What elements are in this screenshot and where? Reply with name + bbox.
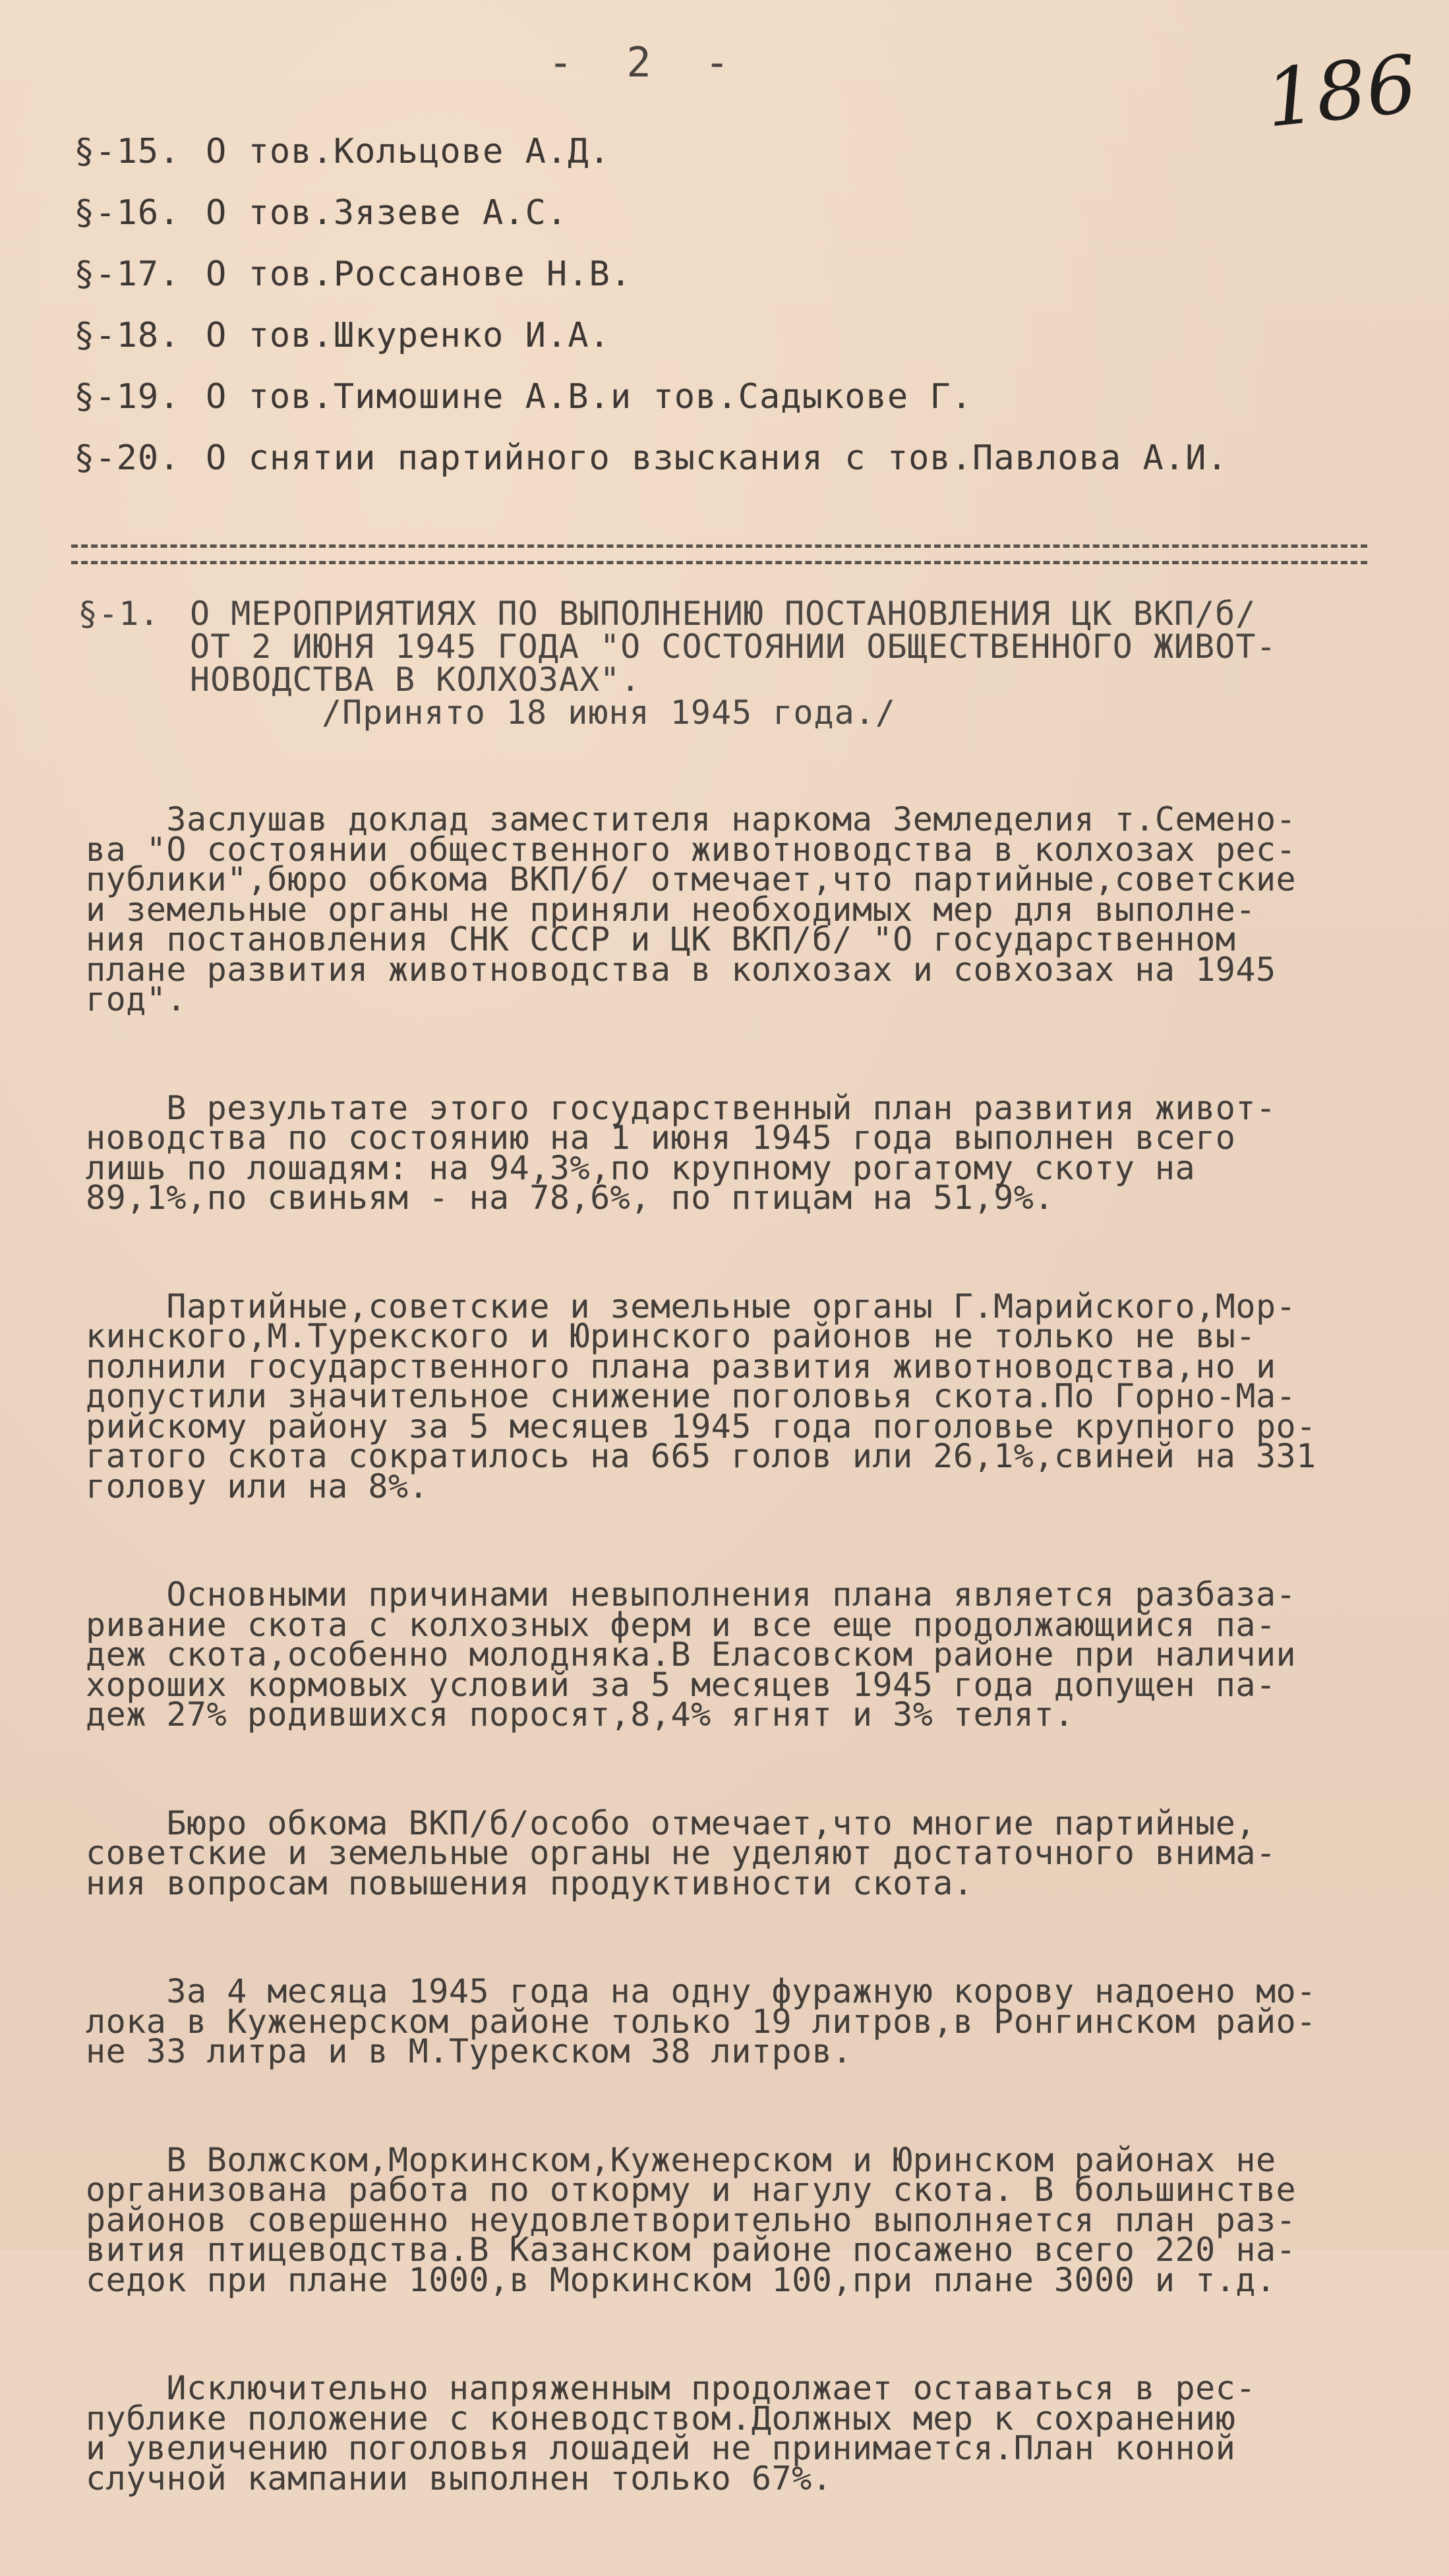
toc-item	[74, 316, 1359, 377]
toc-item-number: §-17.	[74, 254, 181, 294]
paragraph: Бюро обкома ВКП/б/особо отмечает,что многие партийные, советские и земельные органы не уделяют достаточного внима- ния вопросам повышения продуктивности скота.	[86, 1803, 1276, 1902]
adoption-date: /Принято 18 июня 1945 года./	[322, 693, 896, 732]
toc-item	[74, 254, 1359, 316]
toc-item-text: О тов.Шкуренко И.А.	[206, 316, 610, 355]
section-number: §-1.	[78, 595, 160, 633]
toc-item-number: §-15.	[74, 132, 181, 171]
section-title-line: ОТ 2 ИЮНЯ 1945 ГОДА "О СОСТОЯНИИ ОБЩЕСТВЕННОГО ЖИВОТ-	[190, 628, 1277, 666]
page-number: - 2 -	[548, 38, 744, 86]
resolution-body	[86, 745, 1378, 2572]
table-of-contents	[74, 132, 1359, 500]
toc-item-text: О тов.Россанове Н.В.	[206, 254, 632, 294]
paragraph: В Волжском,Моркинском,Куженерском и Юринском районах не организована работа по откорму и нагулу скота. В большинстве районов совершенно неудовлетворительно выполняется план раз- вития птицеводства.В Казанском районе посажено всего 220 на- седок при плане 1000,в Моркинском 100,при плане 3000 и т.д.	[86, 2140, 1297, 2299]
toc-item	[74, 132, 1359, 193]
paragraph: Партийные,советские и земельные органы Г.Марийского,Мор- кинского,М.Турекского и Юринского районов не только не вы- полнили государственного плана развития животноводства,но и допустили значительное снижение поголовья скота.По Горно-Ма- рийскому району за 5 месяцев 1945 года поголовье крупного ро- гатого скота сократилось на 665 голов или 26,1%,свиней на 331 голову или на 8%.	[86, 1287, 1316, 1506]
paragraph: За 4 месяца 1945 года на одну фуражную корову надоено мо- лока в Куженерском районе только 19 литров,в Ронгинском райо- не 33 литра и в М.Турекском 38 литров.	[86, 1972, 1316, 2070]
toc-item	[74, 377, 1359, 438]
archive-number-handwritten: 186	[1261, 38, 1421, 146]
toc-item-text: О тов.Кольцове А.Д.	[206, 132, 610, 171]
toc-item-text: О тов.Зязеве А.С.	[206, 193, 568, 233]
paragraph: В результате этого государственный план развития живот- новодства по состоянию на 1 июня 1945 года выполнен всего лишь по лошадям: на 94,3%,по крупному рогатому скоту на 89,1%,по свиньям - на 78,6%, по птицам на 51,9%.	[86, 1088, 1276, 1217]
section-title-line: НОВОДСТВА В КОЛХОЗАХ".	[190, 660, 641, 699]
toc-item	[74, 438, 1359, 500]
toc-item-text: О снятии партийного взыскания с тов.Павлова А.И.	[206, 438, 1228, 478]
section-divider	[71, 544, 1367, 564]
toc-item-number: §-19.	[74, 377, 181, 417]
toc-item-number: §-16.	[74, 193, 181, 233]
toc-item-text: О тов.Тимошине А.В.и тов.Садыкове Г.	[206, 377, 973, 417]
section-title-line: О МЕРОПРИЯТИЯХ ПО ВЫПОЛНЕНИЮ ПОСТАНОВЛЕНИЯ ЦК ВКП/б/	[190, 595, 1257, 633]
toc-item-number: §-20.	[74, 438, 181, 478]
toc-item	[74, 193, 1359, 254]
paragraph: Исключительно напряженным продолжает оставаться в рес- публике положение с коневодством.Должных мер к сохранению и увеличению поголовья лошадей не принимается.План конной случной кампании выполнен только 67%.	[86, 2369, 1256, 2498]
paragraph: Основными причинами невыполнения плана является разбаза- ривание скота с колхозных ферм и все еще продолжающийся па- деж скота,особенно молодняка.В Еласовском районе при наличии хороших кормовых условий за 5 месяцев 1945 года допущен па- деж 27% родившихся поросят,8,4% ягнят и 3% телят.	[86, 1575, 1297, 1734]
paragraph: Заслушав доклад заместителя наркома Земледелия т.Семено- ва "О состоянии общественного животноводства в колхозах рес- публики",бюро обкома ВКП/б/ отмечает,что партийные,советские и земельные органы не приняли необходимых мер для выполне- ния постановления СНК СССР и ЦК ВКП/б/ "О государственном плане развития животноводства в колхозах и совхозах на 1945 год".	[86, 800, 1297, 1018]
toc-item-number: §-18.	[74, 316, 181, 355]
section-title	[190, 595, 1423, 699]
